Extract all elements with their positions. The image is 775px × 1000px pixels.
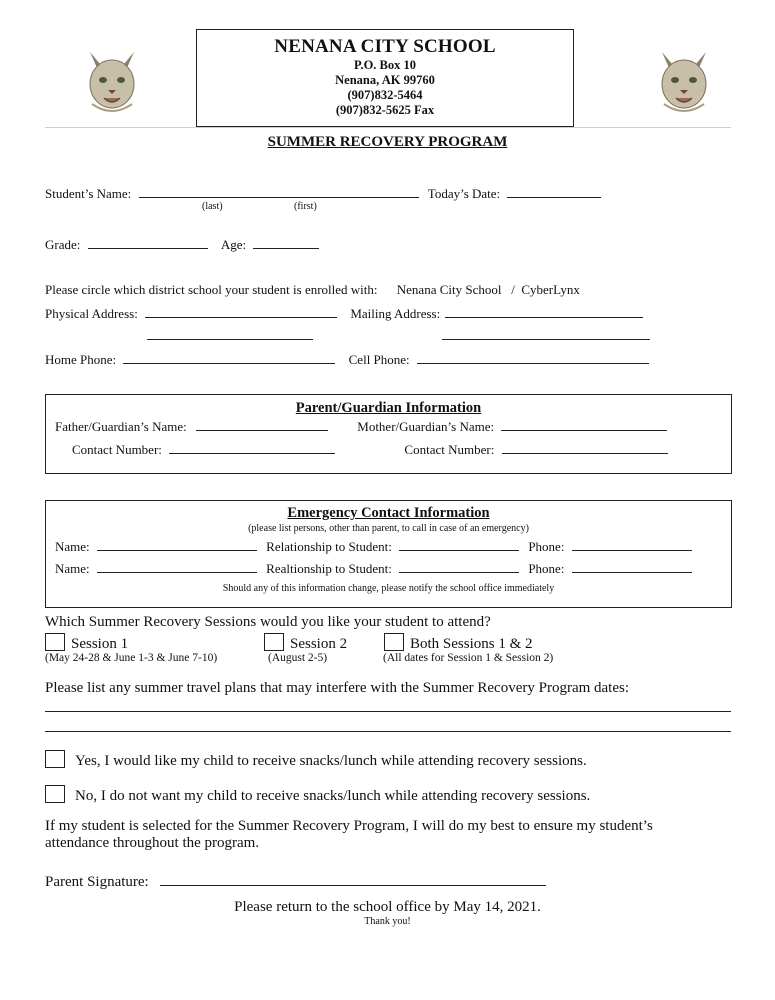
session-1-label: Session 1 [71,636,129,652]
sessions-question: Which Summer Recovery Sessions would you like your student to attend? [45,614,491,630]
physical-address-label: Physical Address: [45,306,138,321]
age-label: Age: [220,237,247,252]
snacks-no-option[interactable] [45,785,590,805]
signature-row [45,871,546,891]
guardian-names-row [55,417,667,435]
snacks-no-checkbox[interactable] [45,785,65,803]
signature-label: Parent Signature: [45,874,149,890]
emergency-contact-panel [45,500,732,608]
father-label: Father/Guardian’s Name: [55,419,187,434]
father-field[interactable] [196,417,328,431]
father-contact-field[interactable] [169,440,335,454]
grade-age-row [45,235,319,253]
today-date-label: Today’s Date: [427,186,501,201]
emergency-name-field[interactable] [97,537,257,551]
session-1-dates: (May 24-28 & June 1-3 & June 7-10) [45,652,218,664]
mother-field[interactable] [501,417,667,431]
emergency-notice: Should any of this information change, please notify the school office immediately [222,583,555,594]
commitment-line-1: If my student is selected for the Summer Recovery Program, I will do my best to ensure my student’s [45,818,653,834]
session-2-label: Session 2 [290,636,348,652]
emergency-name-field[interactable] [97,559,257,573]
travel-answer-line-1[interactable] [45,711,731,712]
school-name: NENANA CITY SCHOOL [274,36,496,57]
session-2-checkbox[interactable] [264,633,284,651]
last-hint: (last) [202,201,223,212]
snacks-yes-label: Yes, I would like my child to receive snacks/lunch while attending recovery sessions. [75,753,587,769]
travel-answer-line-2[interactable] [45,731,731,732]
enroll-options[interactable]: Nenana City School / CyberLynx [396,282,580,297]
mailing-address-field-line2[interactable] [442,339,650,340]
lynx-mascot-icon-left [80,44,144,116]
thank-you-note: Thank you! [364,916,411,927]
mother-contact-field[interactable] [502,440,668,454]
home-phone-label: Home Phone: [45,352,117,367]
today-date-field[interactable] [507,184,601,198]
physical-address-field-line2[interactable] [147,339,313,340]
emergency-name-label: Name: [55,539,90,554]
address-line: (907)832-5464 [347,88,423,102]
cell-phone-field[interactable] [417,350,649,364]
emergency-subtitle: (please list persons, other than parent, to call in case of an emergency) [248,523,529,534]
session-1-option[interactable] [45,633,128,653]
student-name-row [45,184,601,202]
parent-signature-field[interactable] [160,871,546,886]
enroll-row [45,282,580,298]
relationship-label: Realtionship to Student: [266,561,392,576]
contact-label-1: Contact Number: [72,442,162,457]
commitment-line-2: attendance throughout the program. [45,835,260,851]
emergency-panel-title: Emergency Contact Information [287,505,490,521]
emergency-phone-label: Phone: [528,561,565,576]
enroll-prompt: Please circle which district school your student is enrolled with: [45,282,378,297]
first-hint: (first) [294,201,317,212]
school-header [196,29,574,127]
physical-address-field[interactable] [145,304,337,318]
session-2-dates: (August 2-5) [268,652,328,664]
snacks-no-label: No, I do not want my child to receive snacks/lunch while attending recovery sessions. [75,788,591,804]
contact-label-2: Contact Number: [404,442,495,457]
student-name-field[interactable] [139,184,419,198]
parent-panel-title: Parent/Guardian Information [295,400,482,416]
cell-phone-label: Cell Phone: [348,352,410,367]
relationship-field[interactable] [399,559,519,573]
lynx-mascot-icon-right [652,44,716,116]
address-line: (907)832-5625 Fax [335,103,435,117]
age-field[interactable] [253,235,319,249]
emergency-phone-field[interactable] [572,537,692,551]
address-line: Nenana, AK 99760 [335,73,435,87]
phone-row [45,350,649,368]
both-sessions-dates: (All dates for Session 1 & Session 2) [383,652,554,664]
grade-field[interactable] [88,235,208,249]
program-title: SUMMER RECOVERY PROGRAM [267,134,508,150]
mailing-address-field[interactable] [445,304,643,318]
return-notice: Please return to the school office by May 14, 2021. [234,899,541,915]
student-name-label: Student’s Name: [45,186,132,201]
relationship-label: Relationship to Student: [266,539,392,554]
both-sessions-option[interactable] [384,633,533,653]
snacks-yes-checkbox[interactable] [45,750,65,768]
emergency-phone-label: Phone: [528,539,565,554]
header-divider [45,127,731,128]
address-line: P.O. Box 10 [353,58,417,72]
travel-prompt: Please list any summer travel plans that may interfere with the Summer Recovery Program dates: [45,680,630,696]
mailing-address-label: Mailing Address: [350,306,441,321]
emergency-row-1 [55,537,692,555]
mother-label: Mother/Guardian’s Name: [357,419,495,434]
session-2-option[interactable] [264,633,347,653]
relationship-field[interactable] [399,537,519,551]
address-row [45,304,643,322]
emergency-phone-field[interactable] [572,559,692,573]
guardian-contact-row [72,440,668,458]
parent-guardian-panel [45,394,732,474]
emergency-name-label: Name: [55,561,90,576]
grade-label: Grade: [45,237,81,252]
home-phone-field[interactable] [123,350,335,364]
snacks-yes-option[interactable] [45,750,587,770]
both-sessions-checkbox[interactable] [384,633,404,651]
session-1-checkbox[interactable] [45,633,65,651]
emergency-row-2 [55,559,692,577]
both-sessions-label: Both Sessions 1 & 2 [410,636,533,652]
